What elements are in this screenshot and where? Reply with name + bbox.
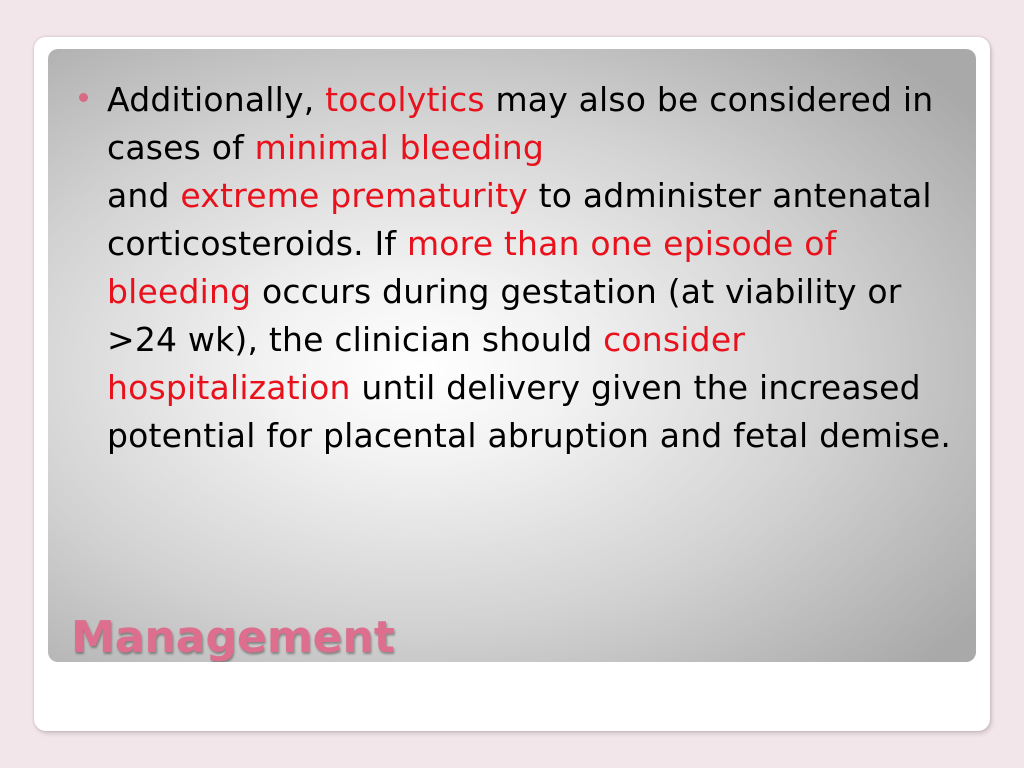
bullet-list — [107, 76, 967, 460]
bullet-dot-icon — [79, 93, 88, 102]
highlight-consider-hospitalization: consider hospitalization — [107, 320, 746, 407]
text-run: may also be considered in cases of — [107, 80, 934, 167]
highlight-extreme-prematurity: extreme prematurity — [180, 176, 528, 215]
text-run: and — [107, 176, 181, 215]
highlight-minimal-bleeding: minimal bleeding — [254, 128, 544, 167]
slide-content-panel — [48, 49, 976, 662]
highlight-tocolytics: tocolytics — [325, 80, 485, 119]
text-run: until delivery given the increased potential for placental abruption and fetal demise. — [107, 368, 952, 455]
text-run: to administer antenatal corticosteroids. If — [107, 176, 932, 263]
highlight-more-than-one-episode: more than one episode of bleeding — [107, 224, 837, 311]
text-run: occurs during gestation (at viability or >24 wk), the clinician should — [107, 272, 902, 359]
slide-title: Management — [71, 612, 395, 662]
text-run: Additionally, — [107, 80, 326, 119]
bullet-item — [107, 76, 967, 460]
